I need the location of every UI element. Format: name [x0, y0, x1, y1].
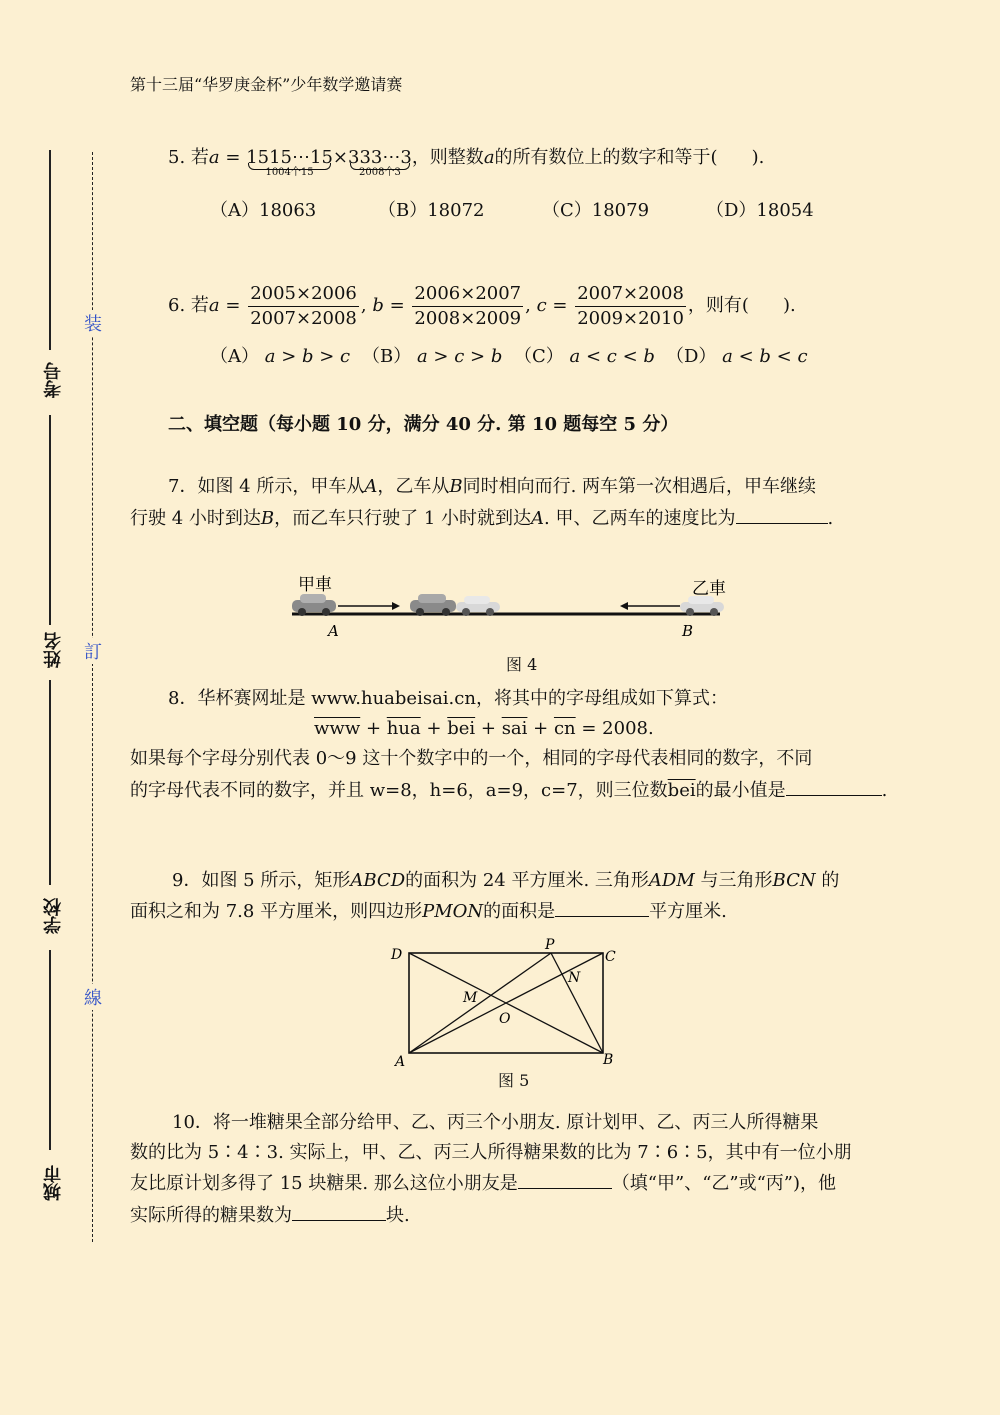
question-5: 5. 若a = 1515⋯15 1004个15 ×333⋯3 2008个3 ，则整数a的所有数位上的数字和等于( ). [168, 143, 764, 173]
label-n: N [568, 970, 581, 986]
fraction-c: $\frac{2007\times 2008}{2009\times 2010}$ [577, 282, 684, 329]
q10-answer-blank-2[interactable] [292, 1200, 386, 1221]
q10-answer-blank-1[interactable] [518, 1168, 612, 1189]
binding-mark-ding: 訂 [84, 638, 102, 664]
q8-line-3: 如果每个字母分别代表 0～9 这十个数字中的一个，相同的字母代表相同的数字，不同 [130, 748, 813, 769]
label-o: O [499, 1011, 511, 1027]
figure-5-caption: 图 5 [498, 1071, 530, 1090]
q5-option-b: （B）18072 [378, 200, 485, 221]
margin-label-name: 姓名 [43, 632, 64, 668]
q7-line-2: 行驶 4 小时到达B，而乙车只行驶了 1 小时就到达A. 甲、乙两车的速度比为 . [130, 503, 833, 534]
arrow-left-icon [620, 602, 680, 610]
q6-option-d: （D） a < b < c [666, 346, 808, 367]
arrow-right-icon [338, 602, 400, 610]
label-a: A [395, 1054, 406, 1070]
q10-line-1: 10．将一堆糖果全部分给甲、乙、丙三个小朋友. 原计划甲、乙、丙三人所得糖果 [172, 1112, 819, 1133]
fraction-b: $\frac{2006\times 2007}{2008\times 2009}$ [414, 282, 522, 329]
label-c: C [605, 949, 616, 965]
q8-line-4: 的字母代表不同的数字，并且 w=8，h=6，a=9，c=7，则三位数$\overline{bei}$的最小值是 . [130, 775, 887, 806]
label-point-a: A [328, 622, 339, 640]
margin-line-4 [49, 950, 51, 1150]
figure-5 [385, 935, 625, 1070]
label-car-jia: 甲車 [298, 575, 332, 595]
q10-line-2: 数的比为 5∶4∶3. 实际上，甲、乙、丙三人所得糖果数的比为 7∶6∶5，其中有一位小朋 [130, 1142, 852, 1163]
binding-mark-zhuang: 装 [84, 310, 102, 336]
page-header: 第十三届“华罗庚金杯”少年数学邀请赛 [130, 75, 403, 94]
margin-line-1 [49, 150, 51, 350]
margin-label-school: 学校 [43, 898, 64, 934]
label-m: M [463, 990, 478, 1006]
q5-option-c: （C）18079 [542, 200, 650, 221]
underbrace-1515: 1515⋯15 1004个15 [246, 147, 333, 178]
q7-line-1: 7．如图 4 所示，甲车从A，乙车从B同时相向而行. 两车第一次相遇后，甲车继续 [168, 476, 817, 497]
q6-option-a: （A） a > b > c [210, 346, 351, 367]
margin-label-city: 城市 [43, 1165, 64, 1201]
q9-line-2: 面积之和为 7.8 平方厘米，则四边形PMON的面积是 平方厘米. [130, 896, 727, 927]
q10-line-3: 友比原计划多得了 15 块糖果. 那么这位小朋友是 （填“甲”、“乙”或“丙”)，他 [130, 1168, 836, 1199]
q5-option-a: （A）18063 [210, 200, 317, 221]
label-car-yi: 乙車 [692, 579, 726, 599]
segment-pb [551, 953, 603, 1053]
q8-answer-blank[interactable] [786, 775, 882, 796]
q8-equation: $\overline{www} + \overline{hua} + \overline{bei} + \overline{sai} + \overline{cn} = 2008$. [314, 718, 654, 739]
figure-4 [280, 570, 730, 642]
label-d: D [391, 947, 403, 963]
q6-option-c: （C） a < c < b [514, 346, 655, 367]
margin-line-3 [49, 680, 51, 885]
label-point-b: B [682, 622, 694, 640]
q5-option-d: （D）18054 [706, 200, 814, 221]
q7-answer-blank[interactable] [736, 503, 828, 524]
figure-4-caption: 图 4 [506, 655, 538, 674]
label-b: B [603, 1052, 614, 1068]
q10-line-4: 实际所得的糖果数为 块. [130, 1200, 410, 1231]
q9-answer-blank[interactable] [555, 896, 649, 917]
q9-line-1: 9．如图 5 所示，矩形ABCD的面积为 24 平方厘米. 三角形ADM 与三角形BCN 的 [172, 870, 840, 891]
section-2-title: 二、填空题（每小题 10 分，满分 40 分. 第 10 题每空 5 分） [168, 414, 679, 435]
margin-line-2 [49, 415, 51, 625]
q8-line-1: 8．华杯赛网址是 www.huabeisai.cn，将其中的字母组成如下算式： [168, 688, 728, 709]
fraction-a: $\frac{2005\times 2006}{2007\times 2008}$ [250, 282, 357, 329]
q6-option-b: （B） a > c > b [362, 346, 503, 367]
question-6: 6. 若a = $\frac{2005\times 2006}{2007\times 2008}$ , b = $\frac{2006\times 2007}{2008\times 2009}$ , c = $\frac{2007\times 2008}{2009\times 2010}$ ，则有( ). [168, 282, 796, 329]
binding-mark-xian: 線 [84, 984, 102, 1010]
margin-label-exam-no: 考号 [43, 362, 64, 398]
segment-ap [409, 953, 551, 1053]
underbrace-333: 333⋯3 2008个3 [348, 147, 412, 178]
label-p: P [545, 937, 555, 953]
